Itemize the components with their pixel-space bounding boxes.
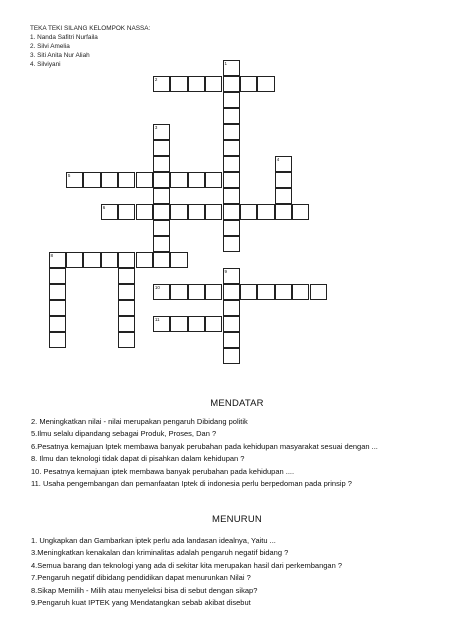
crossword-cell[interactable]	[153, 140, 170, 156]
crossword-cell[interactable]	[257, 204, 274, 220]
crossword-cell[interactable]	[153, 156, 170, 172]
crossword-cell[interactable]	[49, 300, 66, 316]
crossword-cell[interactable]	[223, 172, 240, 188]
crossword-cell[interactable]	[310, 284, 327, 300]
crossword-cell[interactable]	[188, 284, 205, 300]
crossword-cell[interactable]	[66, 252, 83, 268]
crossword-cell[interactable]	[275, 156, 292, 172]
crossword-cell[interactable]	[223, 188, 240, 204]
crossword-cell[interactable]	[118, 332, 135, 348]
cell-number: 10	[154, 284, 160, 290]
crossword-cell[interactable]	[153, 124, 170, 140]
crossword-cell[interactable]	[136, 172, 153, 188]
crossword-cell[interactable]	[223, 92, 240, 108]
crossword-cell[interactable]	[101, 204, 118, 220]
crossword-cell[interactable]	[170, 204, 187, 220]
crossword-cell[interactable]	[49, 316, 66, 332]
menurun-clues	[31, 535, 342, 609]
cell-number: 4	[276, 156, 280, 162]
cell-number: 3	[154, 124, 158, 130]
member-2: 2. Silvi Amelia	[30, 43, 70, 50]
crossword-cell[interactable]	[170, 252, 187, 268]
crossword-cell[interactable]	[292, 284, 309, 300]
crossword-cell[interactable]	[49, 332, 66, 348]
cell-number: 8	[50, 252, 54, 258]
crossword-cell[interactable]	[153, 220, 170, 236]
header-title: TEKA TEKI SILANG KELOMPOK NASSA:	[30, 25, 151, 32]
crossword-cell[interactable]	[153, 236, 170, 252]
crossword-cell[interactable]	[205, 284, 222, 300]
crossword-cell[interactable]	[153, 284, 170, 300]
clue-across-11: 11. Usaha pengembangan dan pemanfaatan Iptek di indonesia perlu berpedoman pada prinsip ?	[31, 479, 352, 489]
crossword-cell[interactable]	[118, 268, 135, 284]
crossword-cell[interactable]	[223, 300, 240, 316]
crossword-cell[interactable]	[136, 204, 153, 220]
crossword-cell[interactable]	[240, 284, 257, 300]
crossword-cell[interactable]	[153, 172, 170, 188]
crossword-cell[interactable]	[188, 316, 205, 332]
crossword-cell[interactable]	[153, 204, 170, 220]
clue-down-9: 9.Pengaruh kuat IPTEK yang Mendatangkan sebab akibat disebut	[31, 598, 251, 608]
crossword-cell[interactable]	[188, 172, 205, 188]
crossword-cell[interactable]	[170, 172, 187, 188]
crossword-cell[interactable]	[153, 316, 170, 332]
crossword-cell[interactable]	[292, 204, 309, 220]
crossword-cell[interactable]	[118, 204, 135, 220]
clue-across-6: 6.Pesatnya kemajuan Iptek membawa banyak perubahan pada kehidupan masyarakat sesuai dengan ...	[31, 441, 378, 451]
crossword-cell[interactable]	[118, 284, 135, 300]
crossword-cell[interactable]	[223, 204, 240, 220]
crossword-cell[interactable]	[223, 156, 240, 172]
crossword-cell[interactable]	[275, 188, 292, 204]
cell-number: 11	[154, 316, 160, 322]
clue-across-10: 10. Pesatnya kemajuan iptek membawa banyak perubahan pada kehidupan ....	[31, 466, 295, 476]
crossword-cell[interactable]	[205, 316, 222, 332]
crossword-cell[interactable]	[240, 76, 257, 92]
crossword-cell[interactable]	[223, 140, 240, 156]
crossword-cell[interactable]	[275, 172, 292, 188]
crossword-cell[interactable]	[118, 300, 135, 316]
cell-number: 1	[224, 60, 228, 66]
member-1: 1. Nanda Safitri Nurfaila	[30, 34, 98, 41]
cell-number: 6	[102, 204, 106, 210]
crossword-cell[interactable]	[83, 172, 100, 188]
crossword-cell[interactable]	[188, 76, 205, 92]
crossword-cell[interactable]	[153, 76, 170, 92]
crossword-cell[interactable]	[101, 172, 118, 188]
crossword-cell[interactable]	[118, 316, 135, 332]
crossword-cell[interactable]	[223, 284, 240, 300]
clue-down-7: 7.Pengaruh negatif dibidang pendidikan dapat menurunkan Nilai ?	[31, 573, 251, 583]
crossword-cell[interactable]	[118, 172, 135, 188]
crossword-cell[interactable]	[223, 316, 240, 332]
crossword-cell[interactable]	[49, 268, 66, 284]
crossword-cell[interactable]	[223, 348, 240, 364]
crossword-cell[interactable]	[170, 284, 187, 300]
crossword-cell[interactable]	[118, 252, 135, 268]
cell-number: 2	[154, 76, 158, 82]
crossword-cell[interactable]	[257, 76, 274, 92]
crossword-cell[interactable]	[223, 268, 240, 284]
crossword-cell[interactable]	[205, 172, 222, 188]
mendatar-clues	[31, 416, 378, 490]
crossword-cell[interactable]	[170, 316, 187, 332]
crossword-cell[interactable]	[223, 108, 240, 124]
crossword-cell[interactable]	[170, 76, 187, 92]
clue-down-4: 4.Semua barang dan teknologi yang ada di sekitar kita merupakan hasil dari perkembangan ?	[31, 560, 343, 570]
crossword-cell[interactable]	[223, 236, 240, 252]
crossword-cell[interactable]	[223, 220, 240, 236]
crossword-cell[interactable]	[101, 252, 118, 268]
member-4: 4. Silviyani	[30, 61, 61, 68]
clue-across-5: 5.Ilmu selalu dipandang sebagai Produk, Proses, Dan ?	[31, 429, 217, 439]
crossword-cell[interactable]	[188, 204, 205, 220]
clue-down-8: 8.Sikap Memilih - Milih atau menyeleksi bisa di sebut dengan sikap?	[31, 585, 258, 595]
crossword-cell[interactable]	[205, 76, 222, 92]
clue-across-8: 8. Ilmu dan teknologi tidak dapat di pisahkan dalam kehidupan ?	[31, 454, 245, 464]
crossword-cell[interactable]	[275, 204, 292, 220]
crossword-cell[interactable]	[49, 284, 66, 300]
crossword-cell[interactable]	[153, 188, 170, 204]
crossword-cell[interactable]	[66, 172, 83, 188]
menurun-title: MENURUN	[212, 514, 262, 525]
crossword-cell[interactable]	[240, 204, 257, 220]
crossword-cell[interactable]	[223, 60, 240, 76]
clue-down-3: 3.Meningkatkan kenakalan dan kriminalitas adalah pengaruh negatif bidang ?	[31, 548, 289, 558]
crossword-cell[interactable]	[275, 284, 292, 300]
cell-number: 5	[67, 172, 71, 178]
crossword-cell[interactable]	[83, 252, 100, 268]
clue-across-2: 2. Meningkatkan nilai - nilai merupakan pengaruh Dibidang politik	[31, 417, 248, 426]
crossword-cell[interactable]	[153, 252, 170, 268]
crossword-cell[interactable]	[223, 124, 240, 140]
crossword-cell[interactable]	[257, 284, 274, 300]
crossword-cell[interactable]	[49, 252, 66, 268]
mendatar-title: MENDATAR	[210, 398, 264, 409]
crossword-cell[interactable]	[223, 332, 240, 348]
member-3: 3. Siti Anita Nur Aliah	[30, 52, 90, 59]
crossword-cell[interactable]	[205, 204, 222, 220]
clue-down-1: 1. Ungkapkan dan Gambarkan iptek perlu ada landasan idealnya, Yaitu ...	[31, 536, 276, 545]
crossword-cell[interactable]	[136, 252, 153, 268]
crossword-cell[interactable]	[223, 76, 240, 92]
cell-number: 9	[224, 268, 228, 274]
